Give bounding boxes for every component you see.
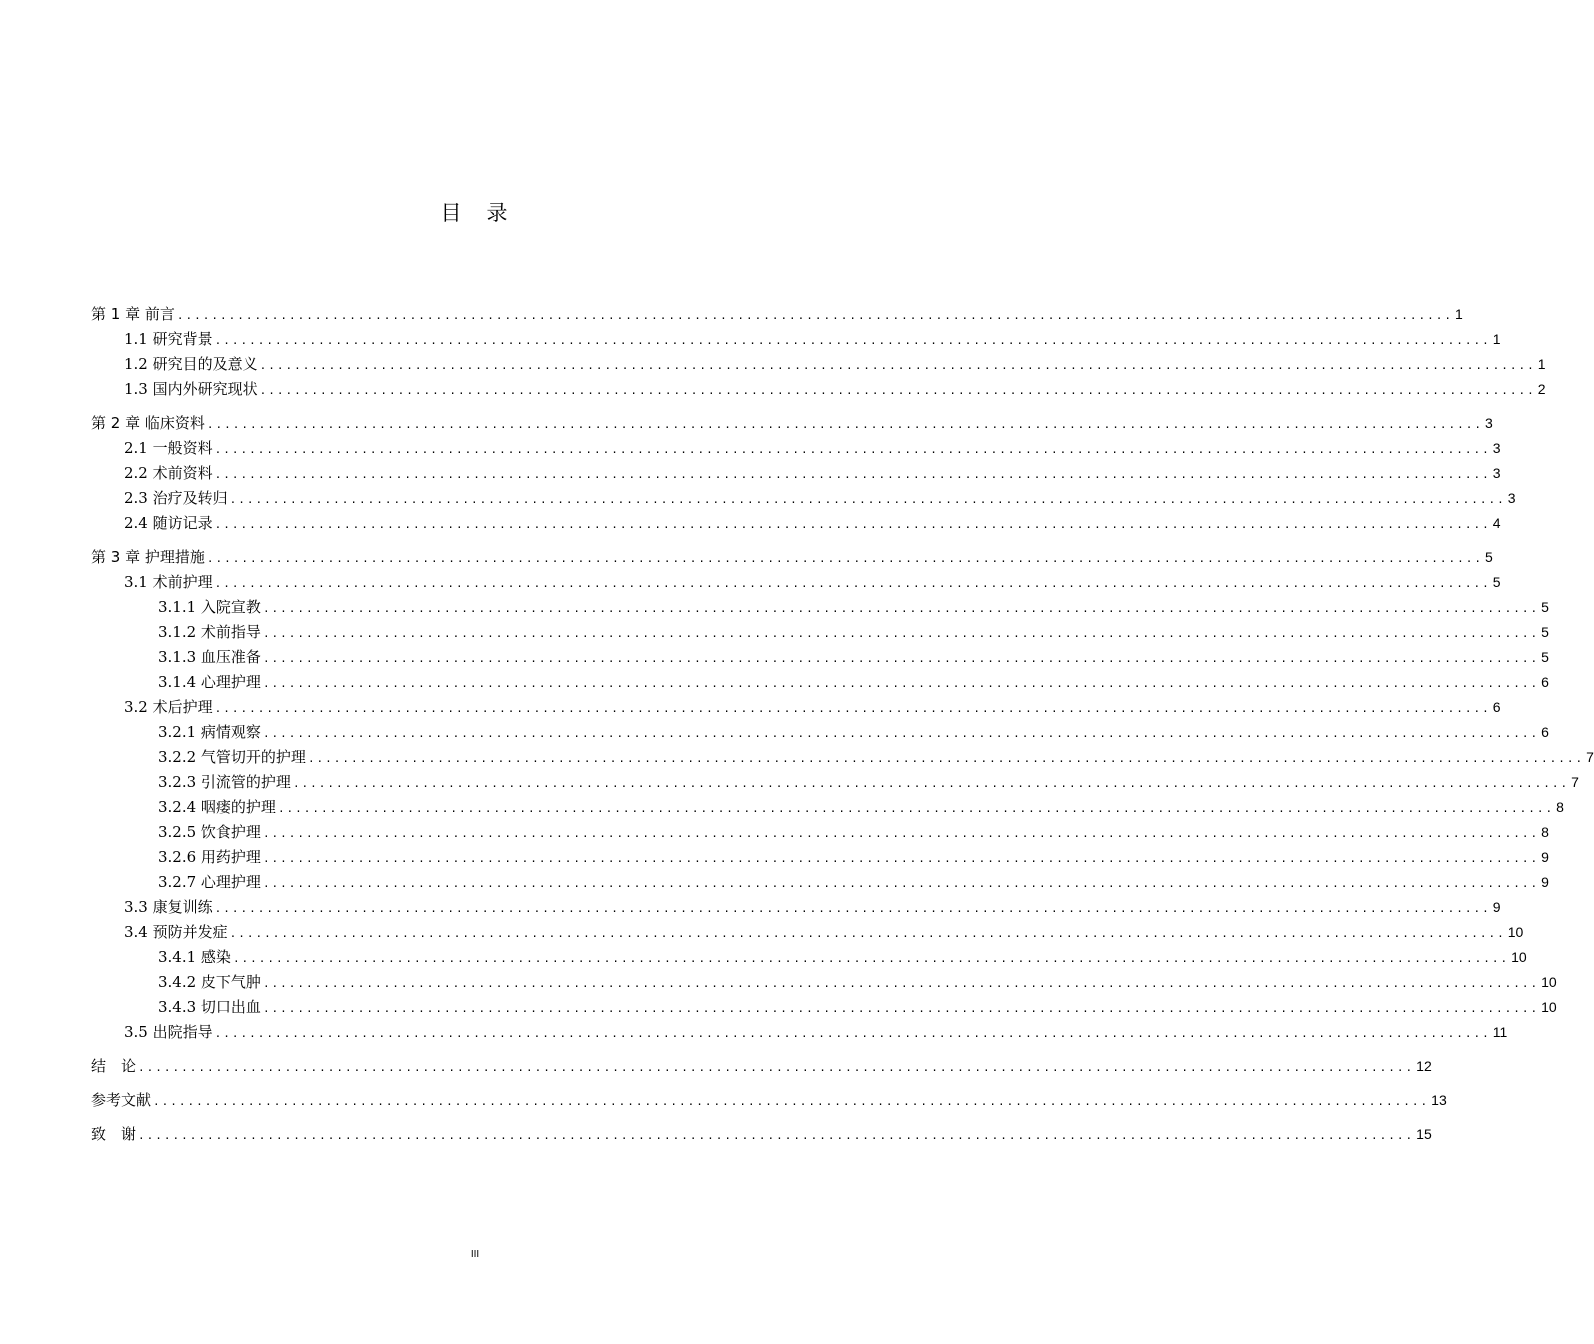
- dot-leader: ....................................................................................................................................................: [176, 309, 1453, 322]
- toc-label: 1.2 研究目的及意义: [124, 355, 258, 373]
- toc-label: 3.1 术前护理: [124, 573, 213, 591]
- dot-leader: ....................................................................................................................................................: [214, 334, 1491, 347]
- toc-entry-3-2-6[interactable]: [91, 845, 1549, 870]
- toc-label: 第 3 章 护理措施: [91, 548, 205, 566]
- dot-leader: ....................................................................................................................................................: [229, 927, 1506, 940]
- toc-entry-3-4-1[interactable]: [91, 945, 1527, 970]
- dot-leader: ....................................................................................................................................................: [262, 977, 1540, 990]
- toc-page: 13: [1431, 1092, 1447, 1108]
- toc-page: 7: [1586, 749, 1594, 765]
- toc-entry-3-2-2[interactable]: [91, 745, 1594, 770]
- toc-page: 5: [1541, 624, 1549, 640]
- toc-label: 3.2.7 心理护理: [158, 873, 261, 891]
- toc-label: 致 谢: [91, 1125, 137, 1143]
- toc-page: 6: [1541, 724, 1549, 740]
- toc-label: 第 1 章 前言: [91, 305, 175, 323]
- page-title: 目 录: [440, 201, 510, 225]
- page-number: III: [470, 1249, 480, 1260]
- toc-entry-3-1-1[interactable]: [91, 595, 1549, 620]
- toc-page: 10: [1541, 999, 1557, 1015]
- toc-page: 3: [1485, 415, 1493, 431]
- toc-page: 6: [1492, 699, 1501, 715]
- toc-label: 1.3 国内外研究现状: [124, 380, 258, 398]
- toc-entry-3-3[interactable]: [91, 895, 1501, 920]
- dot-leader: ....................................................................................................................................................: [138, 1061, 1415, 1074]
- dot-leader: ....................................................................................................................................................: [262, 1002, 1540, 1015]
- toc-page: 11: [1492, 1024, 1508, 1040]
- toc-entry-3-1[interactable]: [91, 570, 1501, 595]
- toc-page: 6: [1541, 674, 1549, 690]
- toc-label: 3.2.4 咽瘘的护理: [158, 798, 276, 816]
- dot-leader: ....................................................................................................................................................: [277, 802, 1555, 815]
- dot-leader: ....................................................................................................................................................: [214, 702, 1491, 715]
- dot-leader: ....................................................................................................................................................: [262, 877, 1540, 890]
- dot-leader: ....................................................................................................................................................: [206, 418, 1483, 431]
- toc-page: 12: [1416, 1058, 1432, 1074]
- toc-page: 9: [1541, 874, 1549, 890]
- toc-entry-2-3[interactable]: [91, 486, 1516, 511]
- toc-page: 1: [1537, 356, 1546, 372]
- dot-leader: ....................................................................................................................................................: [206, 552, 1483, 565]
- dot-leader: ....................................................................................................................................................: [262, 602, 1540, 615]
- toc-label: 3.2.1 病情观察: [158, 723, 261, 741]
- toc-entry-ch1[interactable]: [91, 302, 1463, 327]
- dot-leader: ....................................................................................................................................................: [307, 752, 1585, 765]
- toc-label: 2.1 一般资料: [124, 439, 213, 457]
- toc-entry-1-2[interactable]: [91, 352, 1546, 377]
- toc-page: 1: [1455, 306, 1463, 322]
- toc-label: 3.1.4 心理护理: [158, 673, 261, 691]
- dot-leader: ....................................................................................................................................................: [214, 1027, 1491, 1040]
- toc-entry-ch2[interactable]: [91, 411, 1493, 436]
- toc-entry-references[interactable]: [91, 1088, 1447, 1113]
- toc-entry-3-2-3[interactable]: [91, 770, 1579, 795]
- toc-page: 10: [1511, 949, 1527, 965]
- toc-entry-3-1-3[interactable]: [91, 645, 1549, 670]
- toc-page: 3: [1507, 490, 1516, 506]
- toc-label: 3.2.3 引流管的护理: [158, 773, 291, 791]
- toc-label: 3.4.1 感染: [158, 948, 231, 966]
- dot-leader: ....................................................................................................................................................: [232, 952, 1510, 965]
- toc-entry-2-2[interactable]: [91, 461, 1501, 486]
- dot-leader: ....................................................................................................................................................: [229, 493, 1506, 506]
- toc-label: 3.2 术后护理: [124, 698, 213, 716]
- toc-entry-conclusion[interactable]: [91, 1054, 1432, 1079]
- toc-entry-1-3[interactable]: [91, 377, 1546, 402]
- dot-leader: ....................................................................................................................................................: [262, 627, 1540, 640]
- toc-entry-3-4[interactable]: [91, 920, 1524, 945]
- dot-leader: ....................................................................................................................................................: [138, 1129, 1415, 1142]
- dot-leader: ....................................................................................................................................................: [214, 518, 1491, 531]
- toc-entry-3-1-2[interactable]: [91, 620, 1549, 645]
- toc-label: 3.3 康复训练: [124, 898, 213, 916]
- toc-page: 3: [1492, 465, 1501, 481]
- toc-page: 5: [1492, 574, 1501, 590]
- toc-entry-3-2-7[interactable]: [91, 870, 1549, 895]
- toc-label: 2.2 术前资料: [124, 464, 213, 482]
- toc-entry-3-4-3[interactable]: [91, 995, 1557, 1020]
- toc-label: 3.2.6 用药护理: [158, 848, 261, 866]
- toc-page: 2: [1537, 381, 1546, 397]
- toc-page: 8: [1541, 824, 1549, 840]
- toc-page: 3: [1492, 440, 1501, 456]
- toc-page: 9: [1492, 899, 1501, 915]
- toc-entry-ch3[interactable]: [91, 545, 1493, 570]
- toc-page: 9: [1541, 849, 1549, 865]
- toc-page: 8: [1556, 799, 1564, 815]
- dot-leader: ....................................................................................................................................................: [259, 384, 1536, 397]
- dot-leader: ....................................................................................................................................................: [153, 1095, 1430, 1108]
- toc-entry-3-2-1[interactable]: [91, 720, 1549, 745]
- toc-label: 3.5 出院指导: [124, 1023, 213, 1041]
- dot-leader: ....................................................................................................................................................: [262, 827, 1540, 840]
- dot-leader: ....................................................................................................................................................: [262, 727, 1540, 740]
- toc-entry-3-2-5[interactable]: [91, 820, 1549, 845]
- toc-page: 5: [1541, 649, 1549, 665]
- toc-label: 1.1 研究背景: [124, 330, 213, 348]
- toc-page: 7: [1571, 774, 1579, 790]
- dot-leader: ....................................................................................................................................................: [214, 468, 1491, 481]
- toc-label: 3.4.3 切口出血: [158, 998, 261, 1016]
- toc-entry-3-4-2[interactable]: [91, 970, 1557, 995]
- toc-page: 15: [1416, 1126, 1432, 1142]
- toc-entry-acknowledgements[interactable]: [91, 1122, 1432, 1147]
- dot-leader: ....................................................................................................................................................: [262, 677, 1540, 690]
- dot-leader: ....................................................................................................................................................: [262, 852, 1540, 865]
- toc-label: 参考文献: [91, 1091, 152, 1109]
- toc-label: 3.2.2 气管切开的护理: [158, 748, 306, 766]
- toc-entry-3-2-4[interactable]: [91, 795, 1564, 820]
- toc-page: 10: [1507, 924, 1524, 940]
- toc-entry-3-1-4[interactable]: [91, 670, 1549, 695]
- toc-page: 5: [1541, 599, 1549, 615]
- toc-label: 第 2 章 临床资料: [91, 414, 205, 432]
- toc-label: 结 论: [91, 1057, 137, 1075]
- dot-leader: ....................................................................................................................................................: [259, 359, 1536, 372]
- table-of-contents: [91, 302, 1594, 1147]
- toc-label: 3.4 预防并发症: [124, 923, 228, 941]
- toc-label: 3.2.5 饮食护理: [158, 823, 261, 841]
- toc-page: 1: [1492, 331, 1501, 347]
- toc-entry-1-1[interactable]: [91, 327, 1501, 352]
- toc-entry-2-1[interactable]: [91, 436, 1501, 461]
- dot-leader: ....................................................................................................................................................: [214, 443, 1491, 456]
- toc-page: 4: [1492, 515, 1501, 531]
- dot-leader: ....................................................................................................................................................: [214, 902, 1491, 915]
- toc-label: 3.1.2 术前指导: [158, 623, 261, 641]
- toc-page: 10: [1541, 974, 1557, 990]
- toc-label: 2.4 随访记录: [124, 514, 213, 532]
- dot-leader: ....................................................................................................................................................: [292, 777, 1570, 790]
- toc-entry-3-5[interactable]: [91, 1020, 1508, 1045]
- toc-label: 3.1.1 入院宣教: [158, 598, 261, 616]
- toc-page: 5: [1485, 549, 1493, 565]
- dot-leader: ....................................................................................................................................................: [214, 577, 1491, 590]
- dot-leader: ....................................................................................................................................................: [262, 652, 1540, 665]
- toc-label: 3.4.2 皮下气肿: [158, 973, 261, 991]
- toc-label: 2.3 治疗及转归: [124, 489, 228, 507]
- toc-entry-2-4[interactable]: [91, 511, 1501, 536]
- toc-label: 3.1.3 血压准备: [158, 648, 261, 666]
- toc-entry-3-2[interactable]: [91, 695, 1501, 720]
